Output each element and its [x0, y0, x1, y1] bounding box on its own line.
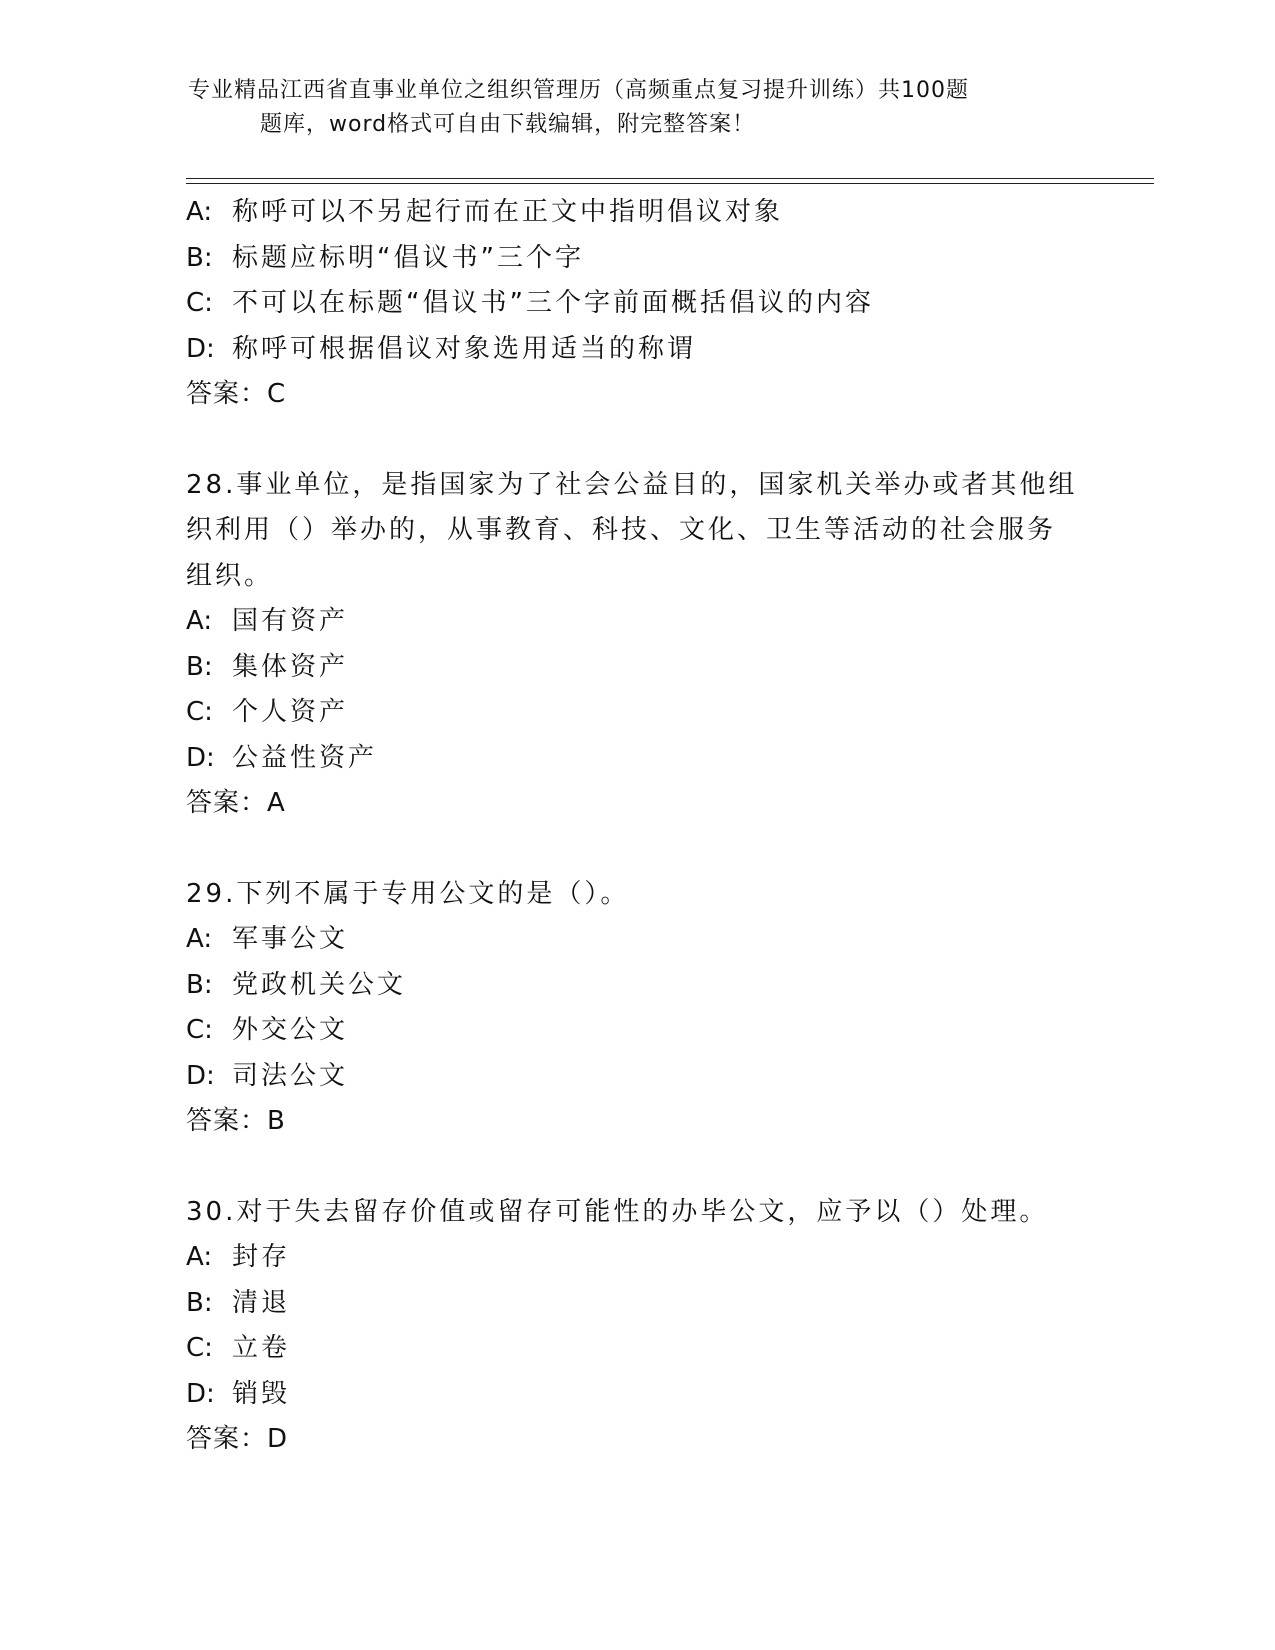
option-text: 集体资产 — [232, 651, 349, 682]
option-text: 军事公文 — [232, 924, 349, 954]
question-block — [186, 463, 1086, 827]
option-text: 封存 — [232, 1242, 291, 1272]
option-text: 国有资产 — [232, 606, 349, 636]
option-text: 称呼可根据倡议对象选用适当的称谓 — [232, 333, 697, 364]
question-block — [186, 190, 1086, 418]
option-key: C: — [186, 1333, 213, 1363]
option-row — [186, 599, 1086, 645]
option-row — [186, 327, 1086, 373]
option-row — [186, 190, 1086, 236]
option-key: A: — [186, 1242, 213, 1272]
header-divider-bottom — [186, 183, 1154, 184]
option-row — [186, 281, 1086, 327]
question-text: 29.下列不属于专用公文的是（）。 — [186, 878, 630, 909]
question-block — [186, 1190, 1086, 1463]
question-block — [186, 872, 1086, 1145]
option-key: D: — [186, 1060, 215, 1091]
answer-line: 答案：B — [186, 1106, 286, 1136]
option-row — [186, 917, 1086, 963]
option-text: 个人资产 — [232, 697, 349, 727]
option-row — [186, 690, 1086, 736]
option-key: B: — [186, 969, 213, 1000]
option-text: 销毁 — [232, 1378, 291, 1409]
option-row — [186, 1008, 1086, 1054]
option-key: B: — [186, 1287, 213, 1318]
option-text: 不可以在标题“倡议书”三个字前面概括倡议的内容 — [232, 288, 874, 318]
option-key: A: — [186, 606, 213, 636]
option-key: B: — [186, 242, 213, 273]
option-row — [186, 1235, 1086, 1281]
option-row — [186, 736, 1086, 782]
option-text: 外交公文 — [232, 1015, 349, 1045]
option-text: 党政机关公文 — [232, 969, 407, 1000]
question-list — [186, 190, 1086, 1508]
option-key: D: — [186, 333, 215, 364]
option-text: 公益性资产 — [232, 742, 378, 773]
option-text: 标题应标明“倡议书”三个字 — [232, 242, 584, 273]
option-row — [186, 963, 1086, 1009]
option-key: C: — [186, 288, 213, 318]
question-text: 组织。 — [186, 560, 274, 591]
option-text: 称呼可以不另起行而在正文中指明倡议对象 — [232, 197, 784, 227]
option-key: C: — [186, 697, 213, 727]
option-row — [186, 645, 1086, 691]
option-key: D: — [186, 1378, 215, 1409]
header-title-line2: 题库，word格式可自由下载编辑，附完整答案！ — [260, 112, 756, 137]
option-row — [186, 1372, 1086, 1418]
answer-line: 答案：D — [186, 1424, 289, 1454]
option-text: 立卷 — [232, 1333, 291, 1363]
option-key: D: — [186, 742, 215, 773]
header-divider-top — [186, 178, 1154, 179]
option-key: C: — [186, 1015, 213, 1045]
option-row — [186, 1281, 1086, 1327]
option-row — [186, 236, 1086, 282]
answer-line: 答案：A — [186, 788, 286, 818]
option-row — [186, 1054, 1086, 1100]
option-text: 司法公文 — [232, 1060, 349, 1091]
question-text: 织利用（）举办的，从事教育、科技、文化、卫生等活动的社会服务 — [186, 515, 1057, 545]
answer-line: 答案：C — [186, 379, 287, 409]
question-text: 30.对于失去留存价值或留存可能性的办毕公文，应予以（）处理。 — [186, 1196, 1049, 1227]
option-text: 清退 — [232, 1287, 291, 1318]
option-key: B: — [186, 651, 213, 682]
document-header — [188, 74, 1058, 142]
option-row — [186, 1326, 1086, 1372]
option-key: A: — [186, 197, 213, 227]
question-text: 28.事业单位，是指国家为了社会公益目的，国家机关举办或者其他组 — [186, 469, 1078, 500]
header-title-line1: 专业精品江西省直事业单位之组织管理历（高频重点复习提升训练）共100题 — [188, 78, 969, 103]
option-key: A: — [186, 924, 213, 954]
